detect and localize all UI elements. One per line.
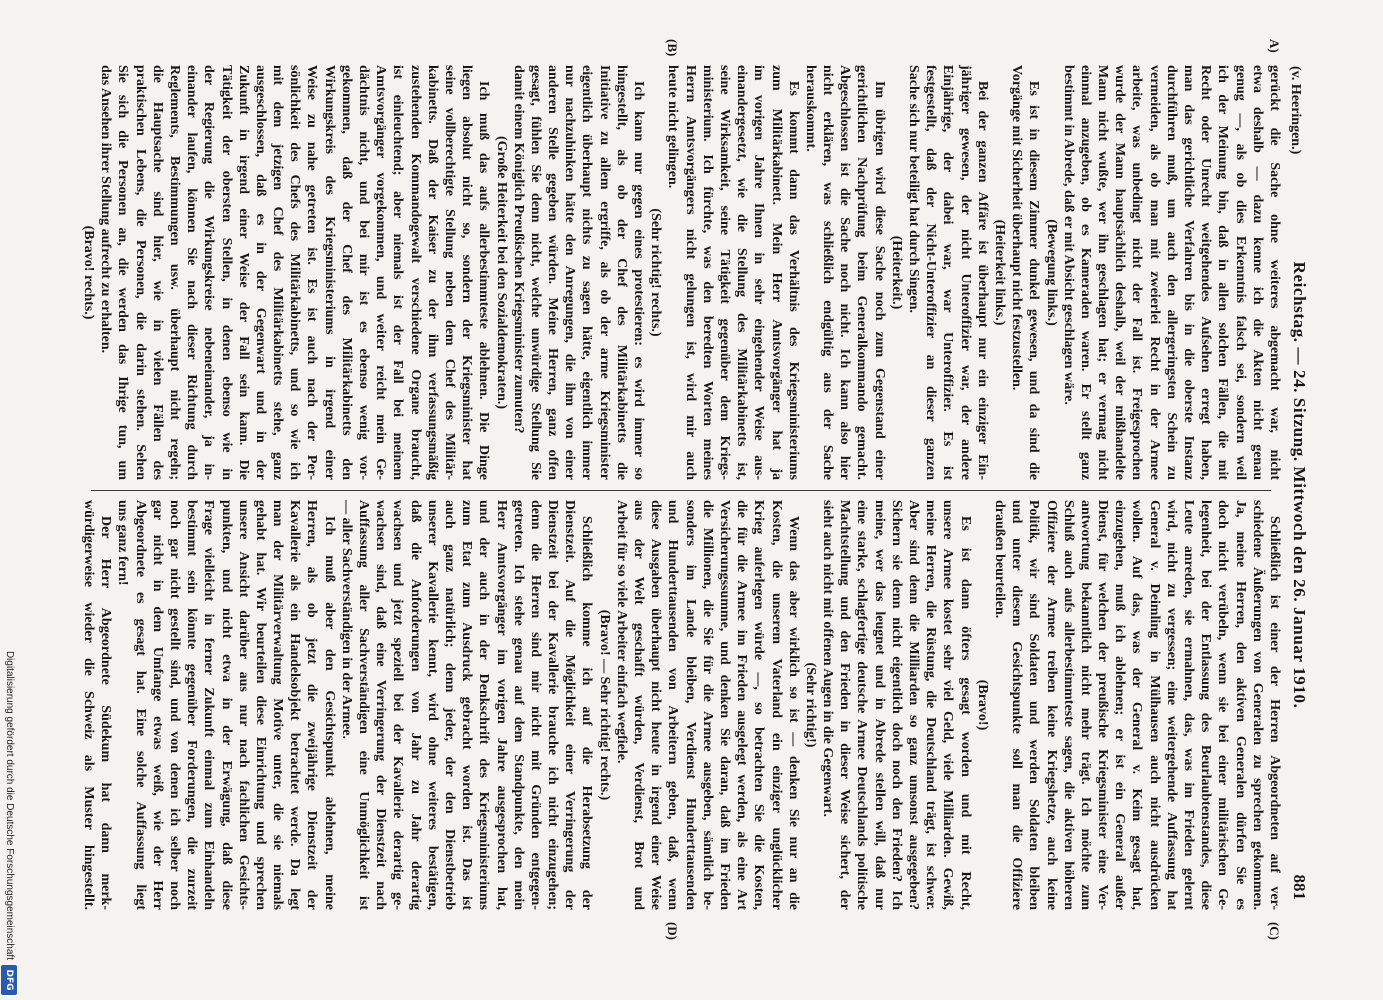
line-text: meine Herren, die Rüstung, die Deutschland trägt, ist schwer. — [923, 500, 939, 910]
text-line — [1146, 65, 1163, 480]
text-line — [750, 500, 767, 910]
line-text: man das gerichtliche Verfahren bis in die oberste Instanz — [1181, 65, 1197, 480]
line-text: legenheit, bei der Entlassung des Beurlaubtenstandes, diese — [1198, 500, 1214, 910]
text-line — [166, 65, 183, 480]
line-text: Ich muß das aufs allerbestimmteste ablehnen. Die Dinge — [476, 81, 492, 480]
text-line — [441, 65, 458, 480]
text-line — [338, 65, 355, 480]
text-line — [578, 500, 595, 910]
line-text: Abgeschlossen ist die Sache noch nicht. Ich kann also hier — [837, 65, 853, 480]
line-text: Es kommt dann das Verhältnis des Kriegsministeriums — [785, 81, 801, 480]
line-text: uns ganz fern! — [115, 500, 131, 586]
text-line — [905, 65, 922, 480]
text-line — [475, 65, 492, 480]
text-line — [441, 500, 458, 910]
text-line — [1163, 500, 1180, 910]
interjection: (Heiterkeit.) — [888, 235, 904, 310]
line-text: Leute anreden, sie ermahnen, das, was im Frieden gelernt — [1181, 500, 1197, 910]
line-text: Abgeordnete es gesagt hat. Eine solche Auffassung liegt — [132, 500, 148, 910]
line-text: Schließlich komme ich auf die Herabsetzung der — [579, 516, 595, 910]
text-line — [1111, 500, 1128, 910]
line-text: schiedene Äußerungen von Generalen zu sprechen gekommen. — [1249, 500, 1265, 910]
line-text: einzugehen, muß ich ablehnen; er ist ein General außer — [1112, 500, 1128, 910]
line-text: antwortung bekanntlich nicht mehr trägt. Ich möchte zum — [1077, 500, 1093, 910]
line-text: Krieg auferlegen würde —, so betrachten Sie die Kosten, — [751, 500, 767, 910]
text-line — [922, 500, 939, 910]
line-text: ministerium. Ich fürchte, was den beredten Worten meines — [699, 65, 715, 480]
text-line — [475, 500, 492, 910]
interjection: (Sehr richtig! rechts.) — [648, 208, 664, 337]
line-text: Kosten, die unserem Vaterland ein einziger unglücklicher — [768, 500, 784, 910]
line-text: Initiative zu allem ergriffe, als ob der arme Kriegsminister — [596, 65, 612, 480]
text-line — [1128, 65, 1145, 480]
text-line — [871, 500, 888, 910]
line-text: Arbeit für so viele Arbeiter einfach wegfiele. — [613, 500, 629, 764]
line-text: aus der Welt geschafft würden, Verdienst, Brot und — [631, 500, 647, 910]
line-text: Sache sich nur beteiligt hat durch Singen. — [906, 65, 922, 314]
line-text: Politik, wir sind Soldaten und werden Soldaten bleiben — [1026, 500, 1042, 910]
line-text: Wirkungskreis des Kriegsministeriums in irgend einer — [321, 65, 337, 480]
line-text: etwa deshalb — dazu kenne ich die Akten nicht genau — [1249, 65, 1265, 480]
column-divider — [91, 490, 1271, 491]
text-line — [974, 65, 991, 480]
line-text: gesagt, fühlen Sie denn nicht, welche unwürdige Stellung Sie — [527, 65, 543, 480]
text-line — [1094, 500, 1111, 910]
line-text: nur nachzuhinken hätte den Anregungen, die ihm von einer — [562, 65, 578, 480]
line-text: Sichern sie denn nicht eigentlich doch noch den Frieden? Ich — [888, 500, 904, 910]
line-text: Herrn Amtsvorgängers nicht gelungen ist, wird mir auch — [682, 65, 698, 480]
text-line — [1180, 65, 1197, 480]
interjection: (Heiterkeit links.) — [992, 219, 1007, 326]
line-text: liegen absolut nicht so, sondern der Kriegsminister hat — [459, 65, 475, 480]
text-line — [269, 500, 286, 910]
line-text: Ich kann nur gegen eines protestieren: es wird immer so — [631, 81, 647, 480]
text-line — [1094, 65, 1111, 480]
text-line — [561, 500, 578, 910]
text-line — [750, 65, 767, 480]
line-text: Versicherungssumme, und denken Sie daran, daß im Frieden — [717, 500, 732, 910]
line-text: getreten. Ich stehe genau auf dem Standpunkte, den mein — [510, 500, 526, 910]
line-text: unserer Kavallerie kennt, wird ohne weiteres bestätigen, — [424, 500, 440, 910]
line-text: wachsen und jetzt speziell bei der Kavallerie derartig ge- — [390, 500, 406, 910]
text-line — [131, 65, 148, 480]
text-line — [149, 65, 166, 480]
text-line — [853, 65, 870, 480]
line-text: die für die Armee im Frieden ausgelegt werden, als eine Art — [734, 500, 750, 910]
text-line — [303, 500, 320, 910]
text-line — [630, 65, 647, 480]
margin-marker: A) — [1267, 39, 1282, 53]
line-text: ist einleuchtend; aber niemals ist der Fall bei meinem — [390, 65, 406, 480]
text-line — [716, 65, 733, 480]
text-line — [80, 500, 97, 910]
text-line — [956, 500, 973, 910]
text-line — [235, 500, 252, 910]
line-text: zum Militärkabinett. Mein Herr Amtsvorgänger hat ja — [768, 65, 784, 480]
text-line — [647, 500, 664, 910]
text-line — [1249, 65, 1266, 480]
speaker-name: (v. Heeringen.) — [1288, 66, 1303, 155]
running-header — [1287, 60, 1309, 910]
text-line — [544, 500, 561, 910]
line-text: anderen Stelle gegeben würden. Meine Herren, ganz offen — [545, 65, 561, 480]
line-text: sonders im Lande bleiben, Verdienst Hunderttausenden — [682, 500, 698, 910]
line-text: Bei der ganzen Affäre ist überhaupt nur ein einziger Ein- — [974, 81, 990, 480]
line-text: festgestellt, daß der Nicht-Unteroffizier an dieser ganzen — [923, 65, 939, 480]
line-text: Im übrigen wird diese Sache noch zum Gegenstand einer — [871, 81, 887, 480]
text-line — [510, 500, 527, 910]
text-line — [303, 65, 320, 480]
text-line — [1077, 65, 1094, 480]
text-line — [1008, 65, 1025, 480]
line-text: hingestellt, als ob der Chef des Militärkabinetts die — [613, 65, 629, 480]
line-text: einmal anzugeben, ob es Kameraden waren. Er stellt ganz — [1077, 65, 1093, 480]
line-text: Schluß auch aufs allerbestimmteste sagen, die aktiven höheren — [1060, 500, 1076, 910]
text-line — [252, 65, 269, 480]
text-line — [1060, 500, 1077, 910]
line-text: würdigerweise wieder die Schweiz als Muster hingestellt. — [81, 500, 97, 910]
text-line — [1042, 500, 1059, 910]
line-text: Herren, als ob jetzt die zweijährige Dienstzeit der — [304, 500, 320, 910]
text-line — [149, 500, 166, 910]
text-line — [200, 500, 217, 910]
line-text: nicht erklären, was schließlich endgültig aus der Sache — [820, 65, 836, 480]
line-text: Schließlich ist einer der Herren Abgeordneten auf ver- — [1267, 516, 1282, 910]
text-line — [217, 500, 234, 910]
interjection: (Bravo! rechts.) — [81, 225, 97, 320]
text-line — [406, 500, 423, 910]
line-text: Amtsvorgänger vorgekommen, und weiter reicht mein Ge- — [373, 65, 389, 480]
text-line — [596, 65, 613, 480]
text-line — [853, 500, 870, 910]
digitization-credit: Digitalisierung gefördert durch die Deutsche Forschungsgemeinschaft — [4, 650, 15, 960]
text-line — [922, 65, 939, 480]
line-text: Ja, meine Herren, den aktiven Generalen dürfen Sie es — [1232, 500, 1248, 910]
line-text: Der Herr Abgeordnete Südekum hat dann merk- — [98, 516, 114, 910]
text-line — [1128, 500, 1145, 910]
line-text: kabinetts. Daß der Kaiser zu der ihm verfassungsmäßig — [424, 65, 440, 480]
text-line — [699, 500, 716, 910]
line-text: Vorgänge mit Sicherheit überhaupt nicht festzustellen. — [1009, 65, 1025, 391]
text-line — [372, 65, 389, 480]
text-line — [699, 65, 716, 480]
text-line — [1077, 500, 1094, 910]
line-text: Dienstzeit bei der Kavallerie brauche ich nicht einzugehen; — [545, 500, 561, 910]
interjection: (Große Heiterkeit bei den Sozialdemokraten.) — [493, 135, 509, 410]
text-line — [544, 65, 561, 480]
line-text: Tätigkeit der obersten Stellen, in denen ebenso wie in — [218, 65, 234, 480]
text-line — [389, 65, 406, 480]
text-line — [1060, 65, 1077, 480]
margin-marker: (C) — [1267, 921, 1282, 940]
text-line — [819, 500, 836, 910]
text-line — [836, 500, 853, 910]
text-line — [1266, 500, 1283, 940]
text-line — [424, 65, 441, 480]
text-line — [269, 65, 286, 480]
text-line — [767, 500, 784, 910]
line-text: noch gar nicht gestellt sind, und von denen ich selber noch — [167, 500, 182, 910]
text-line — [355, 500, 372, 910]
line-text: zustehenden Kommandogewalt verschiedene Organe braucht, — [407, 65, 423, 480]
line-text: Wenn das aber wirklich so ist — denken Sie nur an die — [785, 516, 801, 910]
line-text: gekommen, daß der Chef des Militärkabinetts den — [338, 65, 354, 480]
line-text: Mann nicht wußte, wer ihn geschlagen hat; er vermag nicht — [1095, 65, 1111, 480]
line-text: draußen beurteilen. — [992, 500, 1007, 619]
text-line — [114, 500, 131, 910]
line-text: denn die Herren sind mir nicht mit Gründen entgegen- — [527, 500, 543, 910]
line-text: herauskommt. — [802, 65, 818, 152]
line-text: sönlichkeit des Chefs des Militärkabinetts, und so wie ich — [287, 65, 303, 480]
text-line — [458, 65, 475, 480]
line-text: doch nicht verübeln, wenn sie bei einer militärischen Ge- — [1215, 500, 1231, 910]
text-line — [166, 500, 183, 910]
line-text: arbeite, was unbedingt nicht der Fall ist. Freigesprochen — [1129, 65, 1145, 480]
line-text: Herr Amtsvorgänger im vorigen Jahre ausgesprochen hat, — [493, 500, 509, 910]
text-line — [956, 65, 973, 480]
interjection: (Bewegung links.) — [1043, 219, 1059, 326]
line-text: praktischen Lebens, die Personen, die darin stehen. Sehen — [132, 65, 148, 480]
text-line — [1146, 500, 1163, 910]
text-line — [1197, 65, 1214, 480]
text-line — [200, 65, 217, 480]
line-text: — aller Sachverständigen in der Armee. — [338, 500, 354, 740]
text-line — [217, 65, 234, 480]
line-text: eigentlich überhaupt nichts zu sagen hätte, eigentlich immer — [579, 65, 595, 480]
interjection: (Sehr richtig!) — [802, 662, 818, 748]
line-text: wollen. Auf das, was der General v. Keim gesagt hat, — [1129, 500, 1145, 910]
line-text: bestimmt in Abrede, daß er mit Absicht geschlagen wäre. — [1060, 65, 1076, 405]
text-line — [802, 65, 819, 480]
interjection: (Bravo!) — [974, 679, 990, 731]
margin-marker: (D) — [665, 921, 681, 940]
text-line — [578, 65, 595, 480]
text-line — [836, 65, 853, 480]
text-line — [424, 500, 441, 910]
line-text: zum Etat zum Ausdruck gebracht worden ist. Das ist — [459, 500, 475, 910]
text-line — [1214, 500, 1231, 910]
text-line — [97, 65, 114, 480]
text-line — [183, 500, 200, 910]
line-text: Dienstzeit. Auf die Möglichkeit einer Verringerung der — [562, 500, 578, 910]
text-line — [819, 65, 836, 480]
text-line — [355, 65, 372, 480]
text-line — [286, 65, 303, 480]
line-text: Recht oder Unrecht weitgehendes Aufsehen erregt haben, — [1198, 65, 1214, 480]
line-text: im vorigen Jahre Ihnen in sehr eingehender Weise aus- — [751, 65, 767, 480]
text-line — [458, 500, 475, 910]
line-text: wachsen sind, daß eine Verringerung der Dienstzeit nach — [373, 500, 389, 910]
text-line — [888, 500, 905, 910]
line-text: Reglements, Bestimmungen usw. überhaupt nicht regeln; — [167, 65, 182, 480]
text-line — [183, 65, 200, 480]
text-line — [286, 500, 303, 910]
line-text: Machtstellung und den Frieden in dieser Weise sichert, der — [837, 500, 853, 910]
text-line — [733, 500, 750, 910]
text-line — [321, 65, 338, 480]
line-text: gerichtlichen Nachprüfung beim Generalkommando gemacht. — [854, 65, 870, 480]
dfg-logo: DFG — [1, 965, 17, 995]
text-line — [613, 500, 630, 910]
line-text: der Regierung die Wirkungskreise nebeneinander, ja in- — [201, 65, 217, 480]
line-text: Kavallerie als ein Handelsobjekt betrachtet werde. Da legt — [287, 500, 303, 910]
line-text: einander laufen, können Sie nach dieser Richtung durch — [184, 65, 200, 480]
line-text: meine, wer das leugnet und in Abrede stellen will, daß nur — [871, 500, 887, 910]
text-line — [527, 500, 544, 910]
margin-marker: (B) — [665, 39, 681, 57]
text-line — [1249, 500, 1266, 910]
line-text: mit dem jetzigen Chef des Militärkabinetts stehe, ganz — [270, 65, 286, 480]
text-line — [613, 65, 630, 480]
text-line — [681, 500, 698, 910]
line-text: und der auch in der Denkschrift des Kriegsministeriums — [476, 500, 492, 910]
line-text: die Millionen, die Sie für die Armee ausgeben, sämtlich be- — [699, 500, 715, 910]
text-line — [871, 65, 888, 480]
line-text: auch ganz natürlich; denn jeder, der den Dienstbetrieb — [442, 500, 457, 910]
line-text: man der Militärverwaltung Motive unter, die sie niemals — [270, 500, 286, 910]
text-line — [1180, 500, 1197, 910]
text-line — [785, 65, 802, 480]
line-text: Ich muß aber den Gesichtspunkt ablehnen, meine — [321, 516, 337, 910]
text-line — [321, 500, 338, 910]
text-line — [991, 500, 1008, 910]
text-line — [630, 500, 647, 910]
text-column-right — [80, 500, 1283, 940]
line-text: Zukunft in irgend einer Weise der Fall sein kann. Die — [235, 65, 251, 480]
line-text: vermeiden, als ob man mit zweierlei Recht in der Armee — [1146, 65, 1162, 480]
text-line — [1197, 500, 1214, 910]
line-text: punkten, und nicht etwa in der Erwägung, daß diese — [218, 500, 234, 910]
interjection: (Bravo! — Sehr richtig! rechts.) — [596, 609, 612, 801]
line-text: seine Wirksamkeit, seine Tätigkeit gegenüber dem Kriegs- — [717, 65, 732, 480]
line-text: unsere Ansicht darüber aus nur nach fachlichen Gesichts- — [235, 500, 251, 910]
text-line — [1214, 65, 1231, 480]
line-text: Sie sich die Personen an, die werden das Ihrige tun, um — [115, 65, 131, 480]
text-line — [1025, 65, 1042, 480]
line-text: damit einem Königlich Preußischen Kriegsminister zumuten? — [510, 65, 526, 434]
line-text: Frage vielleicht in ferner Zukunft einmal zum Einhandeln — [201, 500, 217, 910]
session-title: Reichstag. — 24. Sitzung. Mittwoch den 26. Januar 1910. — [1290, 261, 1309, 709]
line-text: wurde der Mann hauptsächlich deshalb, weil der mißhandelte — [1112, 65, 1128, 480]
line-text: jähriger gewesen, der nicht Unteroffizier war, der andere — [957, 65, 973, 480]
text-line — [510, 65, 527, 480]
line-text: heute nicht gelingen. — [665, 65, 681, 189]
text-line — [527, 65, 544, 480]
text-line — [1231, 500, 1248, 910]
text-line — [1111, 65, 1128, 480]
line-text: und Hunderttausenden von Arbeitern geben, daß, wenn — [665, 500, 681, 910]
text-line — [338, 500, 355, 910]
page-number: 881 — [1290, 874, 1309, 900]
line-text: unsere Armee kostet sehr viel Geld, viele Milliarden. Gewiß, — [940, 500, 956, 910]
line-text: einandergesetzt, wie die Stellung des Militärkabinetts ist, — [734, 65, 750, 480]
line-text: bestimmt sein könnte gegenüber Forderungen, die zurzeit — [184, 500, 200, 910]
text-line — [1008, 500, 1025, 910]
text-line — [372, 500, 389, 910]
line-text: daß die Anforderungen von Jahr zu Jahr derartig — [407, 500, 423, 910]
line-text: Es ist in diesem Zimmer dunkel gewesen, und da sind die — [1026, 81, 1042, 480]
text-line — [114, 65, 131, 480]
text-line — [1025, 500, 1042, 910]
text-line — [905, 500, 922, 910]
line-text: durchführen muß, um auch den allergeringsten Schein zu — [1163, 65, 1179, 480]
text-line — [681, 65, 698, 480]
text-line — [492, 500, 509, 910]
text-line — [939, 65, 956, 480]
text-line — [664, 39, 681, 480]
line-text: sieht auch nicht mit offenen Augen in die Gegenwart. — [820, 500, 836, 817]
text-line — [131, 500, 148, 910]
line-text: General v. Deimling in Mülhausen auch nicht ausdrücken — [1146, 500, 1162, 910]
text-line — [716, 500, 733, 910]
text-line — [767, 65, 784, 480]
text-line — [561, 65, 578, 480]
line-text: ich der Meinung bin, daß in allen solchen Fällen, die mit — [1215, 65, 1231, 480]
text-line — [1266, 39, 1283, 480]
line-text: genug —, als ob dies Erkenntnis falsch sei, sondern weil — [1232, 65, 1248, 480]
line-text: das Ansehen ihrer Stellung aufrecht zu erhalten. — [98, 65, 114, 354]
line-text: diese Ausgaben überhaupt nicht heute in irgend einer Weise — [648, 500, 664, 910]
line-text: Auffassung aller Sachverständigen eine Unmöglichkeit ist — [356, 500, 372, 910]
line-text: gerückt die Sache ohne weiteres abgemacht war, nicht — [1267, 65, 1282, 480]
line-text: ausgeschlossen, daß es in der Gegenwart und in der — [252, 65, 268, 480]
text-line — [235, 65, 252, 480]
line-text: Es ist dann öfters gesagt worden und mit Recht, — [957, 516, 973, 910]
text-line — [785, 500, 802, 910]
line-text: Aber sind denn die Milliarden so ganz umsonst ausgegeben? — [906, 500, 922, 910]
line-text: die Hauptsache sind hier, wie in vielen Fällen des — [149, 65, 165, 480]
line-text: wird, nicht zu vergessen; eine weitergehende Auffassung hat — [1163, 500, 1179, 910]
line-text: Einjährige, der dabei war, war Unteroffizier. Es ist — [940, 65, 956, 480]
text-line — [389, 500, 406, 910]
line-text: und unter diesem Gesichtspunkte soll man die Offiziere — [1009, 500, 1025, 910]
text-column-left — [80, 39, 1283, 480]
text-line — [939, 500, 956, 910]
text-line — [1231, 65, 1248, 480]
text-line — [733, 65, 750, 480]
text-line — [406, 65, 423, 480]
line-text: Offiziere der Armee treiben keine Kriegshetze, auch keine — [1043, 500, 1059, 910]
line-text: seine vollberechtigte Stellung neben dem Chef des Militär- — [442, 65, 457, 480]
text-line — [97, 500, 114, 910]
line-text: dächtnis nicht, und bei mir ist es ebenso wenig vor- — [356, 65, 372, 480]
line-text: Weise zu nahe getreten ist. Es ist auch nach der Per- — [304, 65, 320, 480]
line-text: gehabt hat. Wir beurteilen diese Einrichtung und sprechen — [252, 500, 268, 910]
text-line — [252, 500, 269, 910]
text-line — [1163, 65, 1180, 480]
text-line — [664, 500, 681, 940]
line-text: gar nicht in dem Umfange etwas weiß, wie der Herr — [149, 500, 165, 910]
line-text: Dienst, für welchen der preußische Kriegsminister eine Ver- — [1095, 500, 1111, 910]
line-text: eine starke, schlagfertige deutsche Armee Deutschlands politische — [854, 500, 870, 910]
